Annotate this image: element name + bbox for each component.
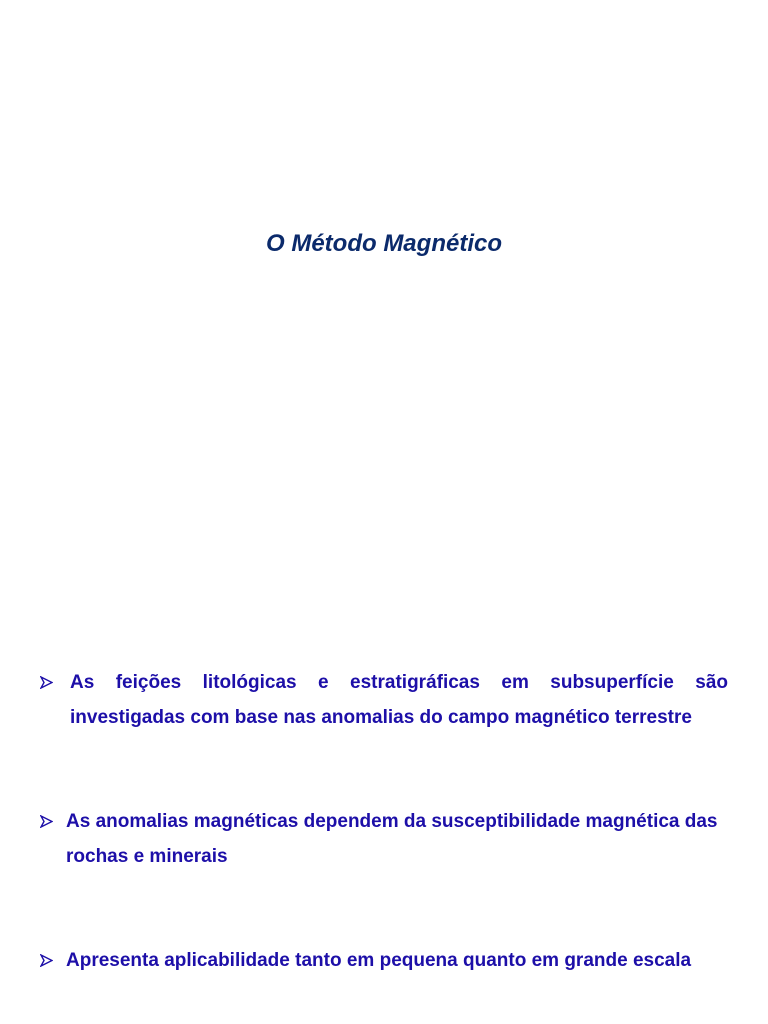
bullet-text: Apresenta aplicabilidade tanto em pequena quanto em grande escala [66,950,692,971]
bullet-text: As feições litológicas e estratigráficas em subsuperfície são investigadas com base nas anomalias do campo magnético terrestre [70,672,728,728]
page-title: O Método Magnético [266,230,502,257]
arrowhead-bullet-icon [40,665,70,700]
arrowhead-bullet-icon [40,804,66,839]
bullet-item [40,804,728,874]
bullet-item [40,665,728,735]
arrowhead-bullet-icon [40,943,66,978]
bullet-item [40,943,728,978]
bullet-text: As anomalias magnéticas dependem da susceptibilidade magnética das rochas e minerais [66,811,718,867]
